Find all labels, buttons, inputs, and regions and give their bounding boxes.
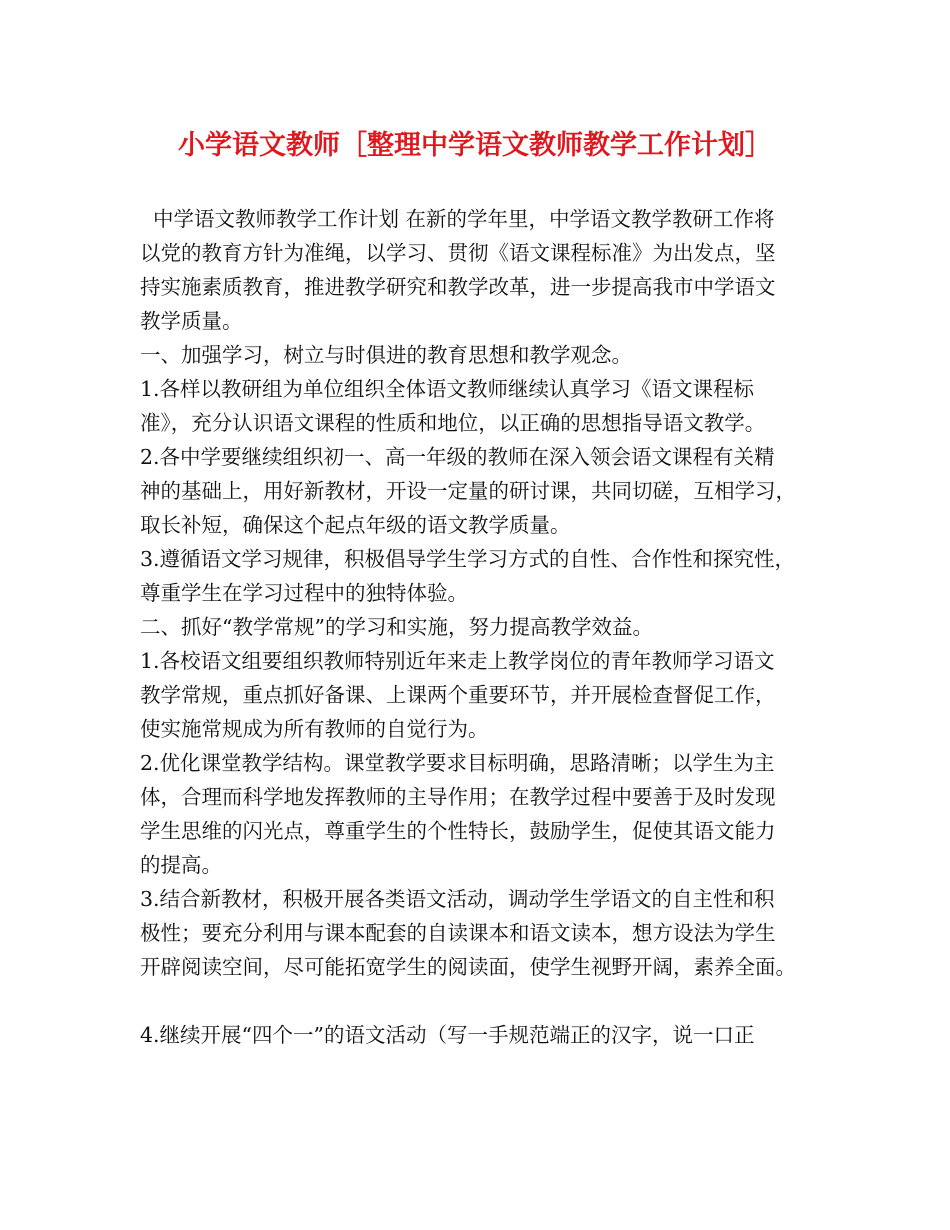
paragraph-line: 开辟阅读空间，尽可能拓宽学生的阅读面，使学生视野开阔，素养全面。 xyxy=(140,955,796,979)
document-body xyxy=(140,202,840,1052)
paragraph-line: 取长补短，确保这个起点年级的语文教学质量。 xyxy=(140,513,571,537)
paragraph-line: 1.各校语文组要组织教师特别近年来走上教学岗位的青年教师学习语文 xyxy=(140,649,775,673)
paragraph-line: 1.各样以教研组为单位组织全体语文教师继续认真学习《语文课程标 xyxy=(140,377,755,401)
paragraph-line: 的提高。 xyxy=(140,853,222,877)
paragraph-line: 2.优化课堂教学结构。课堂教学要求目标明确，思路清晰；以学生为主 xyxy=(140,751,775,775)
paragraph-line: 神的基础上，用好新教材，开设一定量的研讨课，共同切磋，互相学习， xyxy=(140,479,796,503)
paragraph-line: 准》，充分认识语文课程的性质和地位，以正确的思想指导语文教学。 xyxy=(140,411,766,435)
section-heading: 一、加强学习，树立与时俱进的教育思想和教学观念。 xyxy=(140,343,632,367)
blank-line xyxy=(140,984,840,1018)
paragraph-line: 中学语文教师教学工作计划 在新的学年里，中学语文教学教研工作将 xyxy=(140,207,775,231)
paragraph-line: 体，合理而科学地发挥教师的主导作用；在教学过程中要善于及时发现 xyxy=(140,785,776,809)
paragraph-line: 学生思维的闪光点，尊重学生的个性特长，鼓励学生，促使其语文能力 xyxy=(140,819,776,843)
paragraph-line: 持实施素质教育，推进教学研究和教学改革，进一步提高我市中学语文 xyxy=(140,275,776,299)
paragraph-line: 使实施常规成为所有教师的自觉行为。 xyxy=(140,717,489,741)
paragraph-line: 尊重学生在学习过程中的独特体验。 xyxy=(140,581,468,605)
paragraph-line: 教学常规，重点抓好备课、上课两个重要环节，并开展检查督促工作， xyxy=(140,683,776,707)
paragraph-line: 3.结合新教材，积极开展各类语文活动，调动学生学语文的自主性和积 xyxy=(140,887,775,911)
section-heading: 二、抓好“教学常规”的学习和实施，努力提高教学效益。 xyxy=(140,615,653,639)
paragraph-line: 2.各中学要继续组织初一、高一年级的教师在深入领会语文课程有关精 xyxy=(140,445,775,469)
paragraph-line: 以党的教育方针为准绳，以学习、贯彻《语文课程标准》为出发点，坚 xyxy=(140,241,776,265)
document-title: 小学语文教师［整理中学语文教师教学工作计划］ xyxy=(178,130,772,161)
paragraph-line: 极性；要充分利用与课本配套的自读课本和语文读本，想方设法为学生 xyxy=(140,921,776,945)
paragraph-line: 4.继续开展“四个一”的语文活动（写一手规范端正的汉字，说一口正 xyxy=(140,1023,755,1047)
paragraph-line: 3.遵循语文学习规律，积极倡导学生学习方式的自性、合作性和探究性， xyxy=(140,547,796,571)
paragraph-line: 教学质量。 xyxy=(140,309,243,333)
